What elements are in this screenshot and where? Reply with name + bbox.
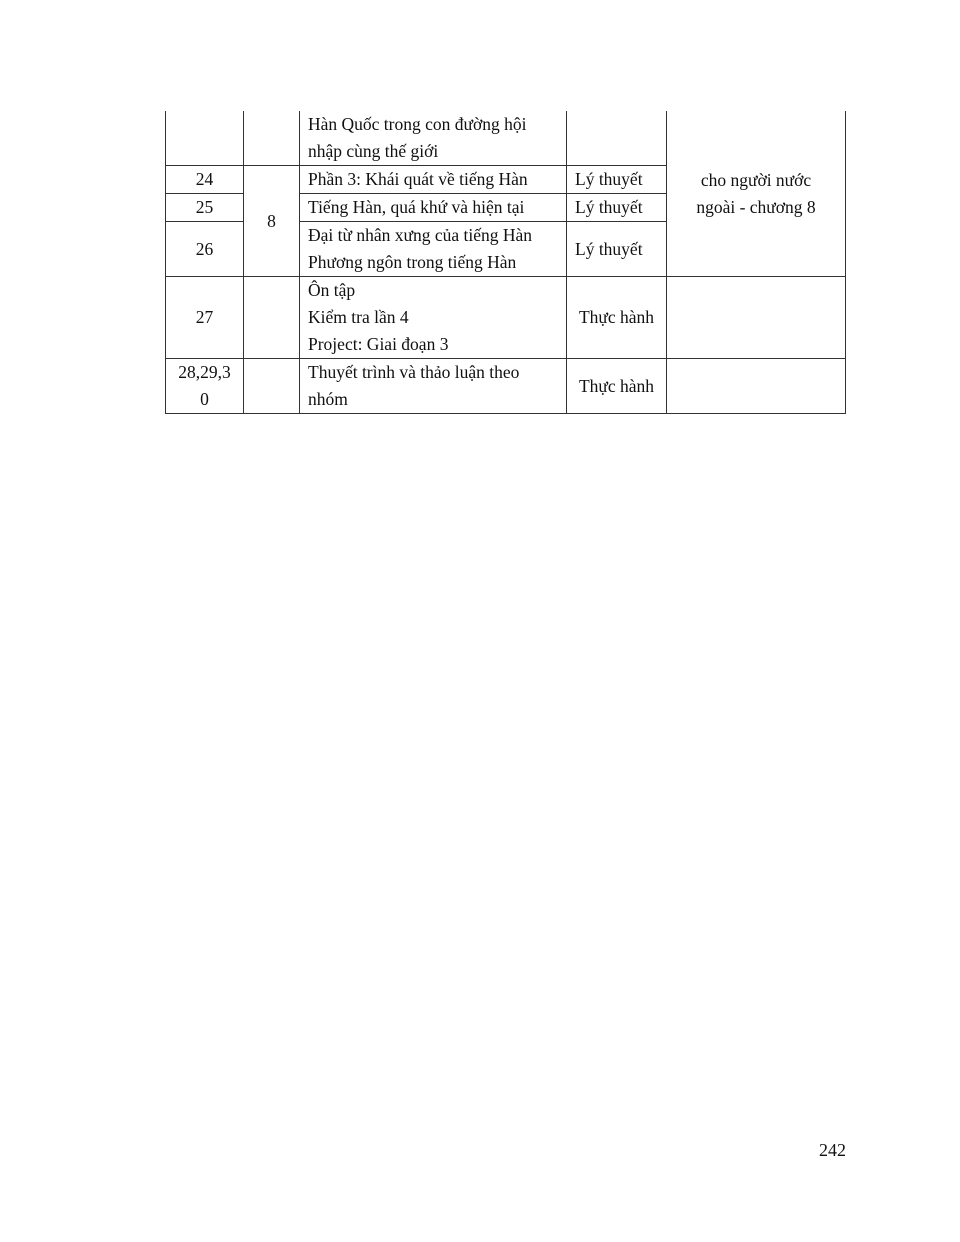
content-line: Hàn Quốc trong con đường hội — [308, 114, 527, 134]
table-row — [166, 111, 846, 166]
lesson-type: Thực hành — [567, 359, 667, 414]
content-line: Phần 3: Khái quát về tiếng Hàn — [308, 169, 528, 189]
lesson-type: Lý thuyết — [567, 166, 667, 194]
lesson-content — [300, 194, 567, 222]
reference-cell — [667, 277, 846, 359]
content-line: nhập cùng thế giới — [308, 141, 439, 161]
page-number: 242 — [819, 1140, 846, 1160]
lesson-type — [567, 111, 667, 166]
lesson-number: 25 — [166, 194, 244, 222]
reference-cell — [667, 359, 846, 414]
reference-line: cho người nước — [700, 169, 812, 190]
lesson-type: Lý thuyết — [567, 222, 667, 277]
lesson-content — [300, 222, 567, 277]
lesson-number: 24 — [166, 166, 244, 194]
content-line: Ôn tập — [308, 280, 356, 300]
week-cell — [244, 277, 300, 359]
lesson-number — [166, 111, 244, 166]
week-cell — [244, 359, 300, 414]
content-line: Tiếng Hàn, quá khứ và hiện tại — [308, 197, 525, 217]
content-line: Phương ngôn trong tiếng Hàn — [308, 252, 517, 272]
lesson-content — [300, 166, 567, 194]
lesson-type: Lý thuyết — [567, 194, 667, 222]
lesson-number: 26 — [166, 222, 244, 277]
lesson-type: Thực hành — [567, 277, 667, 359]
lesson-content — [300, 359, 567, 414]
lesson-number: 27 — [166, 277, 244, 359]
syllabus-table — [165, 111, 846, 414]
content-line: Kiểm tra lần 4 — [308, 307, 409, 327]
reference-line: ngoài - chương 8 — [696, 196, 816, 217]
table-row — [166, 359, 846, 414]
week-cell — [244, 111, 300, 166]
lesson-content — [300, 277, 567, 359]
content-line: Thuyết trình và thảo luận theo — [308, 362, 520, 382]
content-line: Đại từ nhân xưng của tiếng Hàn — [308, 225, 533, 245]
content-line: Project: Giai đoạn 3 — [308, 334, 449, 354]
content-line: nhóm — [308, 389, 348, 409]
lesson-number: 28,29,3 0 — [166, 359, 244, 414]
reference-cell — [667, 111, 846, 277]
lesson-content — [300, 111, 567, 166]
table-row — [166, 277, 846, 359]
week-group: 8 — [244, 166, 300, 277]
